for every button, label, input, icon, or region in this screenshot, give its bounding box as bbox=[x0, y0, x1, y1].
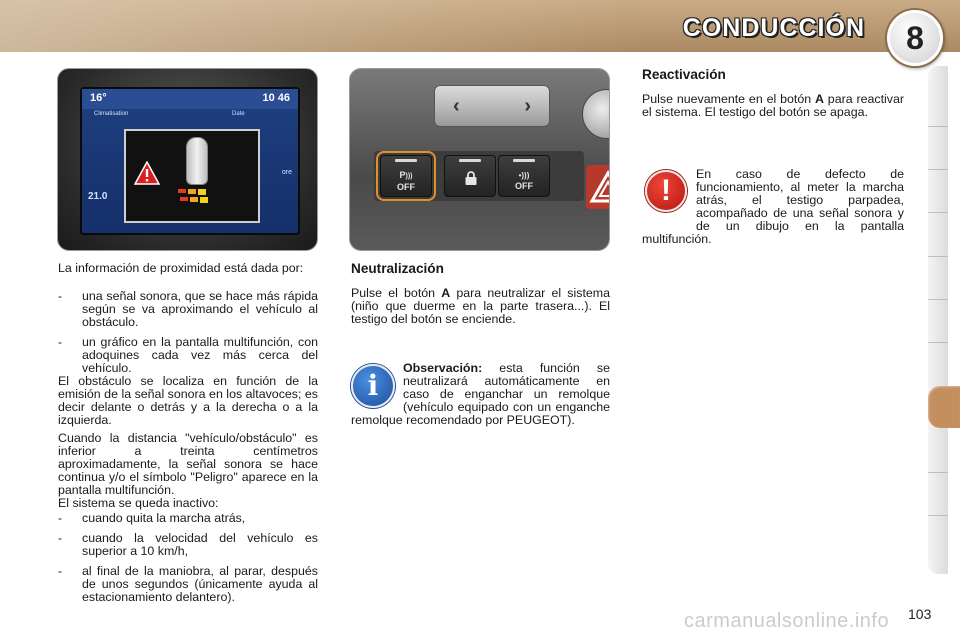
control-knob bbox=[582, 89, 610, 139]
button-led bbox=[459, 159, 481, 162]
list-item-text: al final de la maniobra, al parar, después de unos segundos (únicamente ayuda al estacionamiento delantero). bbox=[82, 564, 318, 604]
info-icon: i bbox=[351, 364, 395, 408]
tab-divider bbox=[928, 212, 948, 213]
car-top-view-icon bbox=[186, 137, 208, 185]
alarm-off-button bbox=[498, 155, 550, 197]
reactivation-heading: Reactivación bbox=[642, 67, 726, 82]
chapter-title: CONDUCCIÓN bbox=[682, 14, 865, 42]
list-item-text: un gráfico en la pantalla multifunción, con adoquines cada vez más cerca del vehículo. bbox=[82, 335, 318, 375]
info-list bbox=[58, 290, 318, 375]
list-item-text: cuando la velocidad del vehículo es superior a 10 km/h, bbox=[82, 531, 318, 558]
alarm-off-label: •))) OFF bbox=[515, 171, 533, 191]
danger-triangle-icon bbox=[134, 161, 160, 185]
inactive-list bbox=[58, 512, 318, 604]
reactivation-paragraph: Pulse nuevamente en el botón A para reactivar el sistema. El testigo del botón se apaga. bbox=[642, 92, 904, 119]
lcd-tab-climatisation: Climatisation bbox=[94, 111, 129, 117]
inactive-intro: El sistema se queda inactivo: bbox=[58, 496, 219, 510]
distance-paragraph: Cuando la distancia "vehículo/obstáculo" es inferior a treinta centímetros aproximadamente, la señal sonora se hace continua y/o el símbolo "Peligro" aparece en la pantalla multifunción. bbox=[58, 431, 318, 497]
warning-exclamation-icon: ! bbox=[645, 170, 687, 212]
parking-sensor-off-button bbox=[380, 155, 432, 197]
tab-divider bbox=[928, 342, 948, 343]
list-item: - cuando la velocidad del vehículo es superior a 10 km/h, bbox=[58, 531, 318, 558]
chapter-tab-strip bbox=[928, 66, 948, 574]
lcd-side-text: ore bbox=[281, 169, 292, 176]
list-item-text: cuando quita la marcha atrás, bbox=[82, 511, 246, 525]
button-a-label: A bbox=[441, 286, 451, 300]
intro-paragraph: La información de proximidad está dada por: bbox=[58, 261, 304, 275]
obstacle-location-paragraph: El obstáculo se localiza en función de la emisión de la señal sonora en los altavoces; es decir delante o detrás y a la derecha o a la izquierda. bbox=[58, 374, 318, 427]
panel-top-switch bbox=[434, 85, 550, 127]
hazard-button bbox=[586, 165, 610, 209]
dashboard-buttons-photo bbox=[349, 68, 610, 251]
malfunction-warning-text: En caso de defecto de funcionamiento, al meter la marcha atrás, el testigo parpadea, acompañado de una señal sonora y de un dibujo en la pantalla multifunción. bbox=[642, 167, 904, 246]
multifunction-screen-photo bbox=[57, 68, 318, 251]
button-led bbox=[395, 159, 417, 162]
list-item: - al final de la maniobra, al parar, después de unos segundos (únicamente ayuda al estacionamiento delantero). bbox=[58, 564, 318, 604]
lcd-status-bar bbox=[82, 89, 298, 109]
chapter-tab-active[interactable] bbox=[928, 386, 960, 428]
list-item: - un gráfico en la pantalla multifunción, con adoquines cada vez más cerca del vehículo. bbox=[58, 335, 318, 375]
button-a-label: A bbox=[814, 92, 824, 106]
chevron-right-icon: › bbox=[524, 95, 531, 117]
observation-note bbox=[351, 362, 610, 427]
lcd-display bbox=[80, 87, 300, 235]
tab-divider bbox=[928, 256, 948, 257]
lcd-bottom-text: 21.0 bbox=[88, 191, 108, 202]
lcd-tab-date: Date bbox=[232, 111, 245, 117]
neutralization-paragraph: Pulse el botón A para neutralizar el sistema (niño que duerme en la parte trasera...). El testigo del botón se enciende. bbox=[351, 286, 610, 326]
page-number: 103 bbox=[908, 606, 932, 622]
button-led bbox=[513, 159, 535, 162]
lcd-tabs bbox=[82, 111, 298, 123]
list-item: - cuando quita la marcha atrás, bbox=[58, 511, 246, 525]
malfunction-warning bbox=[642, 168, 904, 246]
observation-label: Observación: bbox=[403, 361, 483, 375]
lcd-temperature: 16° bbox=[90, 92, 107, 104]
obstacle-distance-bars-icon bbox=[176, 185, 216, 215]
lock-icon bbox=[464, 170, 478, 186]
tab-divider bbox=[928, 126, 948, 127]
tab-divider bbox=[928, 515, 948, 516]
tab-divider bbox=[928, 299, 948, 300]
parking-sensor-off-label: P))) OFF bbox=[397, 170, 415, 192]
parking-assist-window bbox=[124, 129, 260, 223]
hazard-triangle-icon bbox=[586, 165, 610, 209]
list-item: - una señal sonora, que se hace más rápida según se va aproximando el vehículo al obstáculo. bbox=[58, 289, 318, 329]
chapter-number-badge: 8 bbox=[887, 10, 943, 66]
observation-text: esta función se neutralizará automáticamente en caso de enganchar un remolque (vehículo equipado con un enganche remolque recomendado por PEUGEOT). bbox=[351, 361, 610, 427]
tab-divider bbox=[928, 472, 948, 473]
child-lock-button bbox=[444, 155, 496, 197]
tab-divider bbox=[928, 169, 948, 170]
list-item-text: una señal sonora, que se hace más rápida según se va aproximando el vehículo al obstáculo. bbox=[82, 289, 318, 329]
lcd-clock: 10 46 bbox=[262, 92, 290, 104]
chevron-left-icon: ‹ bbox=[453, 95, 460, 117]
header-fade bbox=[0, 0, 640, 52]
watermark: carmanualsonline.info bbox=[684, 610, 890, 632]
neutralization-heading: Neutralización bbox=[351, 261, 444, 276]
